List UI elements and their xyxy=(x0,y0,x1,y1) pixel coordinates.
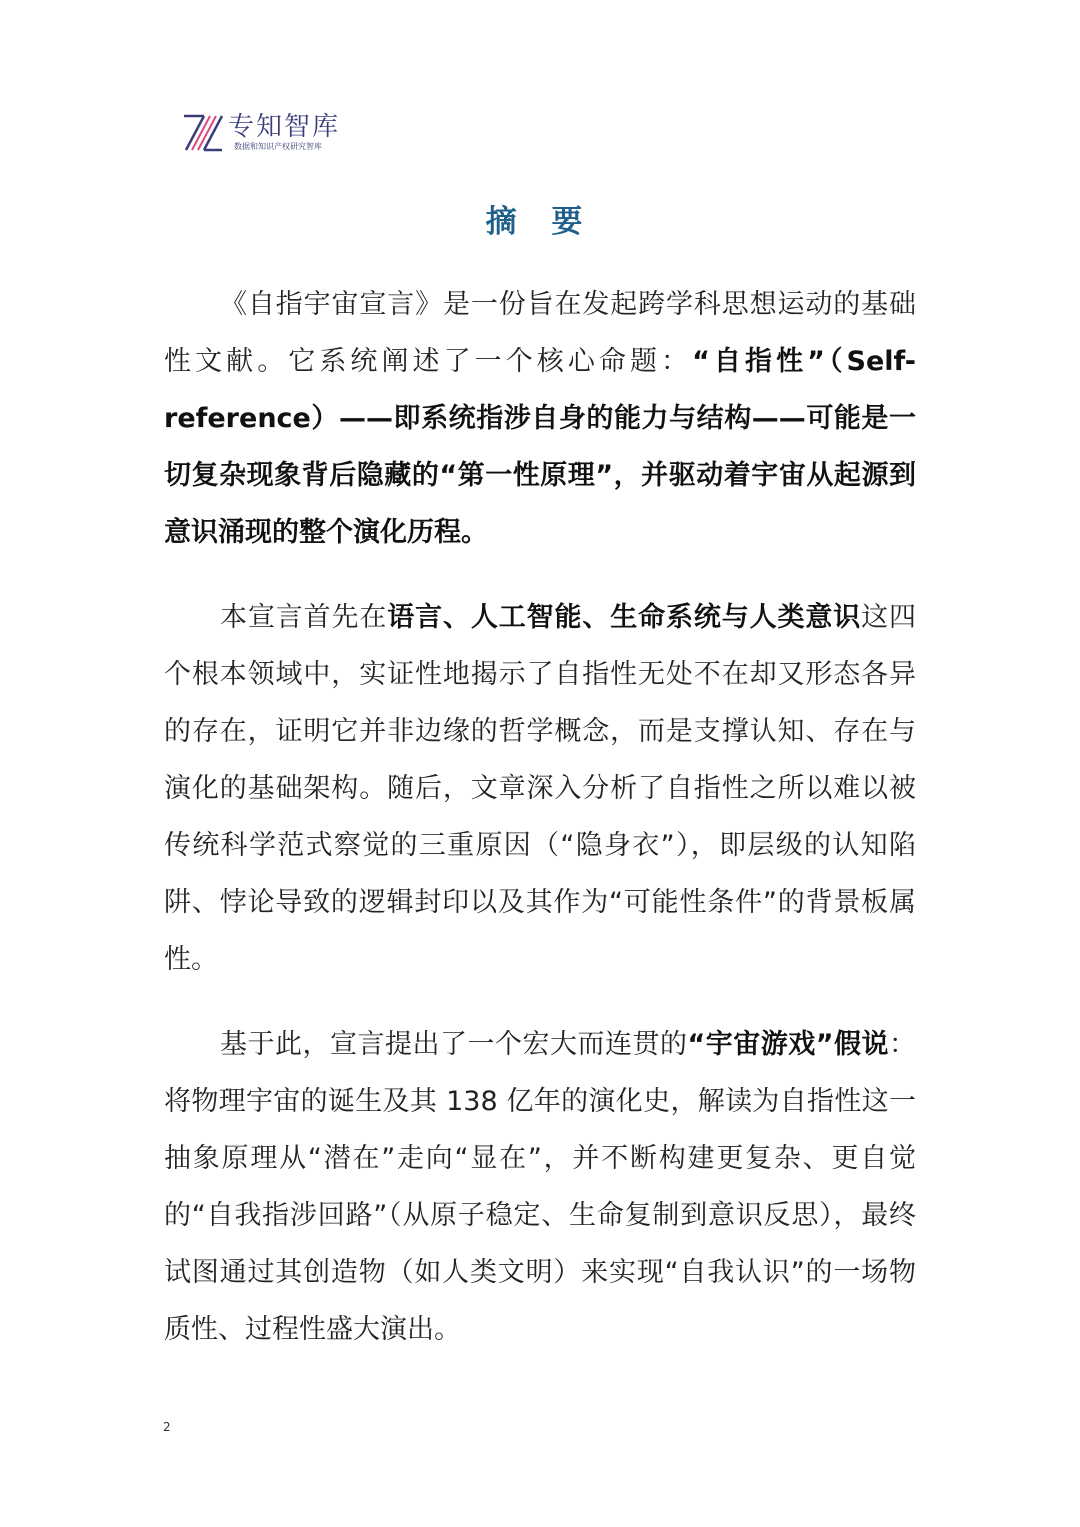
text-run: 这四个根本领域中，实证性地揭示了自指性无处不在却又形态各异的存在，证明它并非边缘的哲学概念，而是支撑认知、存在与演化的基础架构。随后，文章深入分析了自指性之所以难以被传统科学范式察觉的三重原因（“隐身衣”），即层级的认知陷阱、悖论导致的逻辑封印以及其作为“可能性条件”的背景板属性。 xyxy=(164,602,916,975)
paragraph-3 xyxy=(164,1016,916,1358)
bold-run: “宇宙游戏”假说 xyxy=(687,1029,889,1060)
text-run: ：将物理宇宙的诞生及其 138 亿年的演化史，解读为自指性这一抽象原理从“潜在”走向“显在”，并不断构建更复杂、更自觉的“自我指涉回路”（从原子稳定、生命复制到意识反思），最终试图通过其创造物（如人类文明）来实现“自我认识”的一场物质性、过程性盛大演出。 xyxy=(164,1029,916,1345)
logo xyxy=(180,110,340,154)
paragraph-1 xyxy=(164,276,916,561)
bold-run: 语言、人工智能、生命系统与人类意识 xyxy=(387,602,862,633)
text-run: 基于此，宣言提出了一个宏大而连贯的 xyxy=(220,1029,688,1060)
bold-run: “自指性”（Self-reference）——即系统指涉自身的能力与结构——可能是一切复杂现象背后隐藏的“第一性原理”，并驱动着宇宙从起源到意识涌现的整个演化历程。 xyxy=(164,346,917,548)
abstract-heading: 摘 要 xyxy=(485,204,595,240)
logo-subtitle: 数据和知识产权研究智库 xyxy=(234,142,322,151)
page-number: 2 xyxy=(163,1420,171,1434)
text-run: 本宣言首先在 xyxy=(220,602,388,633)
text-run: 《自指宇宙宣言》是一份旨在发起跨学科思想运动的基础性文献。它系统阐述了一个核心命题： xyxy=(164,289,916,377)
abstract-body xyxy=(164,276,916,1386)
logo-mark-icon xyxy=(180,110,224,154)
paragraph-2 xyxy=(164,589,916,988)
logo-title: 专知智库 xyxy=(228,112,341,142)
